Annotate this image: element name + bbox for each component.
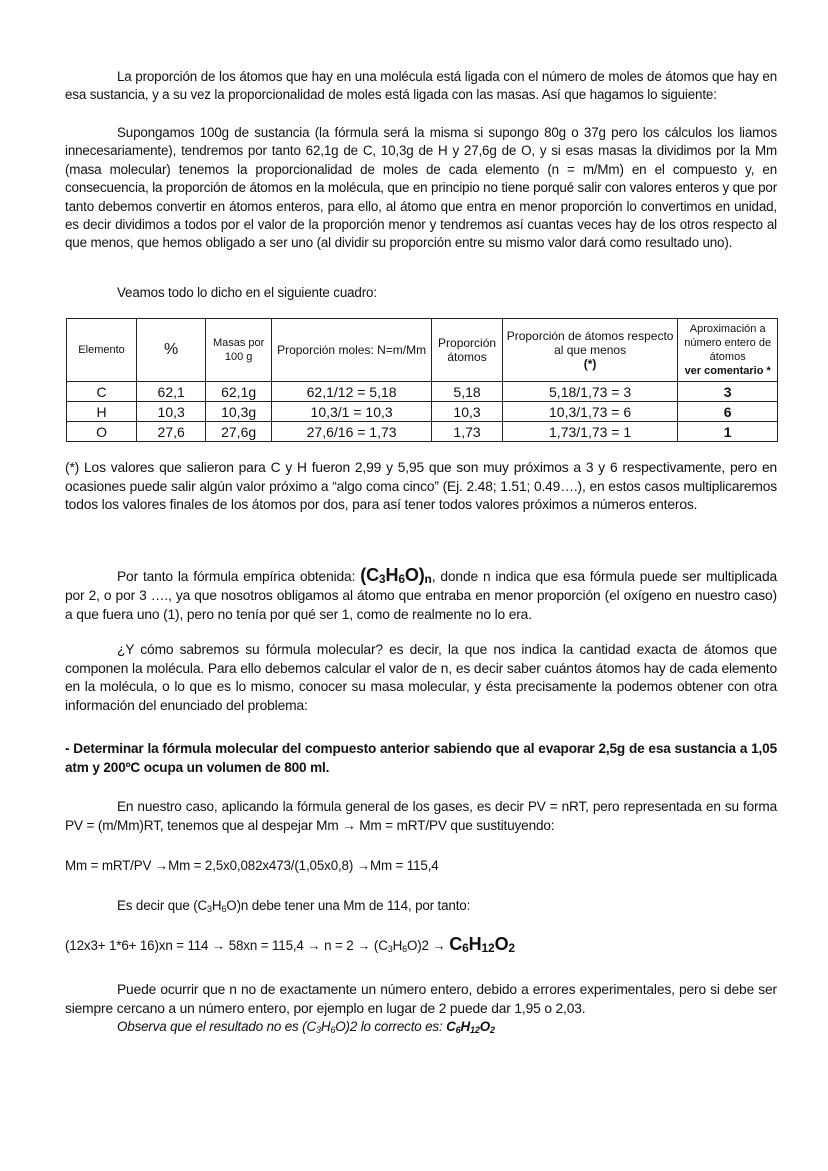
paragraph-molecular-question: ¿Y cómo sabremos su fórmula molecular? es decir, la que nos indica la cantidad exacta de átomos que componen la molécula. Para ello debemos calcular el valor de n, es decir saber cuántos átomos hay de cada elemento en la molécula, o lo que es lo mismo, conocer su masa molecular, y ésta precisamente la podemos obtener con otra información del enunciado del problema:	[65, 642, 777, 713]
table-header-row	[67, 319, 778, 382]
cell: 1	[678, 422, 778, 442]
cell: 62,1g	[206, 382, 272, 402]
header-atom-ratio: Proporción átomos	[432, 319, 503, 382]
cell: 62,1	[137, 382, 206, 402]
equation-molar-mass: Mm = mRT/PV →Mm = 2,5x0,082x473/(1,05x0,8) →Mm = 115,4	[65, 858, 439, 873]
header-element: Elemento	[67, 319, 137, 382]
cell: 1,73	[432, 422, 503, 442]
header-relative-ratio: Proporción de átomos respecto al que menos (*)	[502, 319, 677, 382]
problem-statement: - Determinar la fórmula molecular del compuesto anterior sabiendo que al evaporar 2,5g de esa sustancia a 1,05 atm y 200ºC ocupa un volumen de 800 ml.	[65, 741, 777, 775]
cell: 3	[678, 382, 778, 402]
cell: H	[67, 402, 137, 422]
header-mass: Masas por 100 g	[206, 319, 272, 382]
final-note: Observa que el resultado no es $(C_3H_6O)2$ lo correcto es: $C_6H_{12}O_2$	[117, 1019, 495, 1035]
cell: 62,1/12 = 5,18	[272, 382, 432, 402]
cell: 10,3g	[206, 402, 272, 422]
cell: 10,3/1 = 10,3	[272, 402, 432, 422]
cell: 5,18/1,73 = 3	[502, 382, 677, 402]
cell: 10,3	[137, 402, 206, 422]
paragraph-empirical-formula: Por tanto la fórmula empírica obtenida: $(C_3H_6O)_n$, donde n indica que esa fórmula puede ser multiplicada por 2, o por 3 …., ya que nosotros obligamos al átomo que entraba en menor proporción (el oxígeno en nuestro caso) a que fuera uno (1), pero no tenía por qué ser 1, como de realmente no lo era.	[65, 565, 778, 622]
cell: O	[67, 422, 137, 442]
cell: 27,6/16 = 1,73	[272, 422, 432, 442]
header-percent: %	[137, 319, 206, 382]
cell: C	[67, 382, 137, 402]
paragraph-supposition: Supongamos 100g de sustancia (la fórmula será la misma si supongo 80g o 37g pero los cálculos los liamos innecesariamente), tendremos por tanto 62,1g de C, 10,3g de H y 27,6g de O, y si esas masas la dividimos por la Mm (masa molecular) tenemos la proporcionalidad de moles de cada elemento (n = m/Mm) en el compuesto y, en consecuencia, la proporción de átomos en la molécula, que en principio no tiene porqué salir con valores enteros y que por tanto debemos convertir en átomos enteros, para ello, al átomo que entra en menor proporción lo convertimos en unidad, es decir dividimos a todos por el valor de la proporción menor y tendremos así cuantas veces hay de los otros respecto al que menos, que hemos obligado a ser uno (al dividir su proporción entre su mismo valor dará como resultado uno).	[65, 125, 777, 251]
cell: 5,18	[432, 382, 503, 402]
table-row	[67, 422, 778, 442]
table-footnote: (*) Los valores que salieron para C y H fueron 2,99 y 5,95 que son muy próximos a 3 y 6 respectivamente, pero en ocasiones puede salir algún valor próximo a “algo coma cinco” (Ej. 2.48; 1.51; 0.49….), en estos casos multiplicaremos todos los valores finales de los átomos por dos, para así tener todos valores próximos a números enteros.	[65, 460, 777, 513]
paragraph-intro: La proporción de los átomos que hay en una molécula está ligada con el número de moles de átomos que hay en esa sustancia, y a su vez la proporcionalidad de moles está ligada con las masas. Así que hagamos lo siguiente:	[65, 69, 777, 103]
paragraph-experimental-errors: Puede ocurrir que n no de exactamente un número entero, debido a errores experimentales, pero si debe ser siempre cercano a un número entero, por ejemplo en lugar de 2 puede dar 1,95 o 2,03.	[65, 982, 777, 1016]
paragraph-table-intro: Veamos todo lo dicho en el siguiente cuadro:	[117, 285, 377, 300]
table-row	[67, 382, 778, 402]
cell: 27,6g	[206, 422, 272, 442]
composition-table	[66, 318, 778, 442]
cell: 10,3/1,73 = 6	[502, 402, 677, 422]
cell: 27,6	[137, 422, 206, 442]
table-row	[67, 402, 778, 422]
paragraph-mm-conclusion: Es decir que $(C_3H_6O)n$ debe tener una Mm de 114, por tanto:	[117, 898, 471, 914]
header-integer-approx: Aproximación a número entero de átomos ver comentario *	[678, 319, 778, 382]
paragraph-gas-law: En nuestro caso, aplicando la fórmula general de los gases, es decir PV = nRT, pero representada en su forma PV = (m/Mm)RT, tenemos que al despejar Mm → Mm = mRT/PV que sustituyendo:	[65, 799, 777, 833]
molecular-formula: $C_6H_{12}O_2$	[449, 934, 515, 955]
cell: 10,3	[432, 402, 503, 422]
cell: 1,73/1,73 = 1	[502, 422, 677, 442]
header-mole-ratio: Proporción moles: N=m/Mm	[272, 319, 432, 382]
equation-n-value: $(12x3+ 1*6+ 16)xn = 114 \to 58xn = 115,4 \to n = 2 \to (C_3H_6O)2 \to C_6H_{12}O_2$	[65, 934, 515, 955]
empirical-formula: $(C_3H_6O)_n$	[360, 565, 432, 586]
cell: 6	[678, 402, 778, 422]
